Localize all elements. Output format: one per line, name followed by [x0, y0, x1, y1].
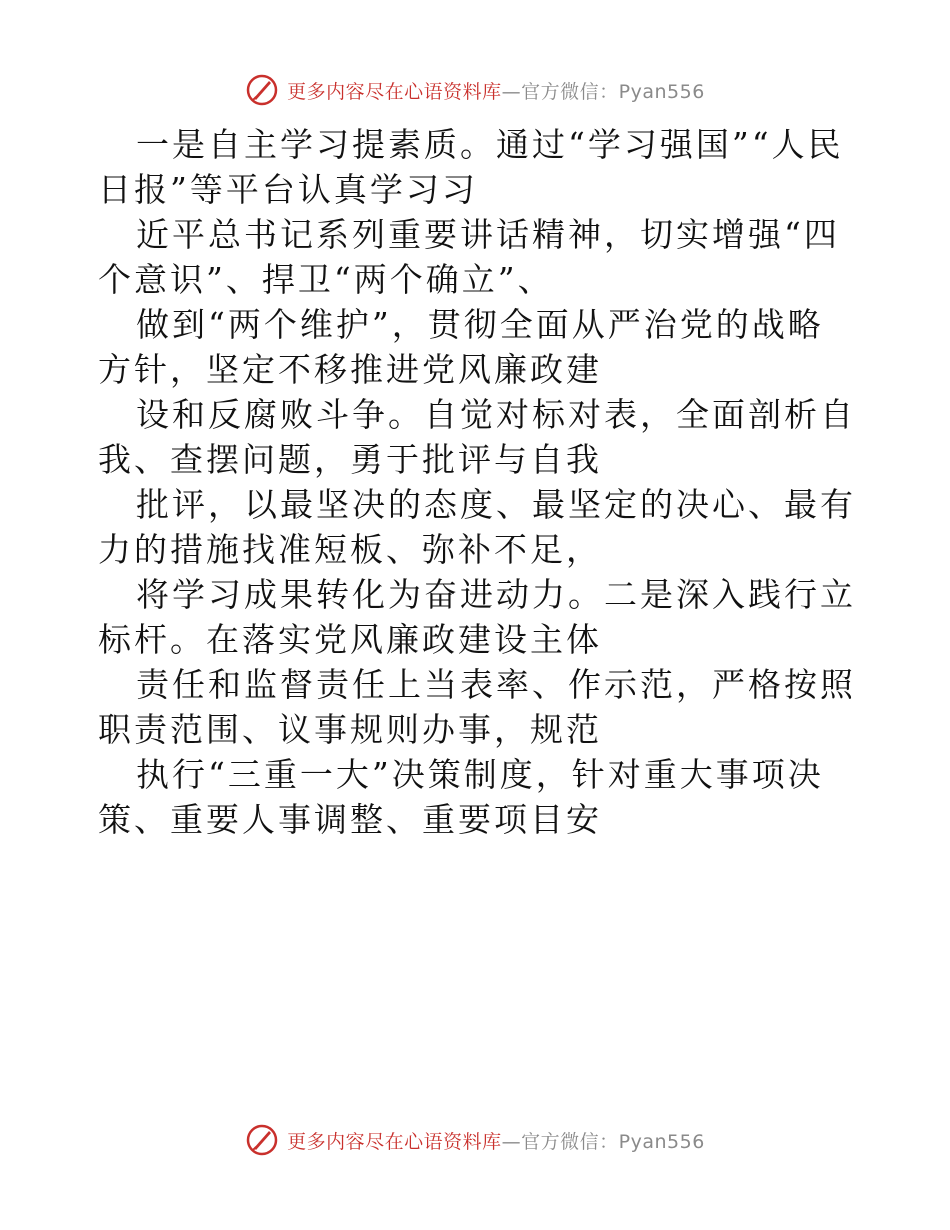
- paragraph: 责任和监督责任上当表率、作示范，严格按照职责范围、议事规则办事，规范: [98, 665, 856, 749]
- quill-logo-icon: [245, 1123, 279, 1157]
- paragraph: 执行“三重一大”决策制度，针对重大事项决策、重要人事调整、重要项目安: [98, 755, 824, 839]
- watermark-gray-text: —官方微信：Pyan556: [501, 1130, 705, 1153]
- header-watermark: [0, 70, 950, 110]
- watermark-red-text: 更多内容尽在心语资料库: [287, 1130, 502, 1153]
- watermark-text: [287, 77, 705, 104]
- document-body: [98, 122, 858, 842]
- watermark-red-text: 更多内容尽在心语资料库: [287, 80, 502, 103]
- paragraph: 将学习成果转化为奋进动力。二是深入践行立标杆。在落实党风廉政建设主体: [98, 575, 856, 659]
- paragraph: 近平总书记系列重要讲话精神，切实增强“四个意识”、捍卫“两个确立”、: [98, 215, 840, 299]
- quill-logo-icon: [245, 73, 279, 107]
- paragraph: 做到“两个维护”，贯彻全面从严治党的战略方针，坚定不移推进党风廉政建: [98, 305, 824, 389]
- paragraph: 设和反腐败斗争。自觉对标对表，全面剖析自我、查摆问题，勇于批评与自我: [98, 395, 856, 479]
- paragraph: 批评，以最坚决的态度、最坚定的决心、最有力的措施找准短板、弥补不足，: [98, 485, 856, 569]
- paragraph: 一是自主学习提素质。通过“学习强国”“人民日报”等平台认真学习习: [98, 125, 844, 209]
- footer-watermark: [0, 1120, 950, 1160]
- watermark-gray-text: —官方微信：Pyan556: [501, 80, 705, 103]
- watermark-text: [287, 1127, 705, 1154]
